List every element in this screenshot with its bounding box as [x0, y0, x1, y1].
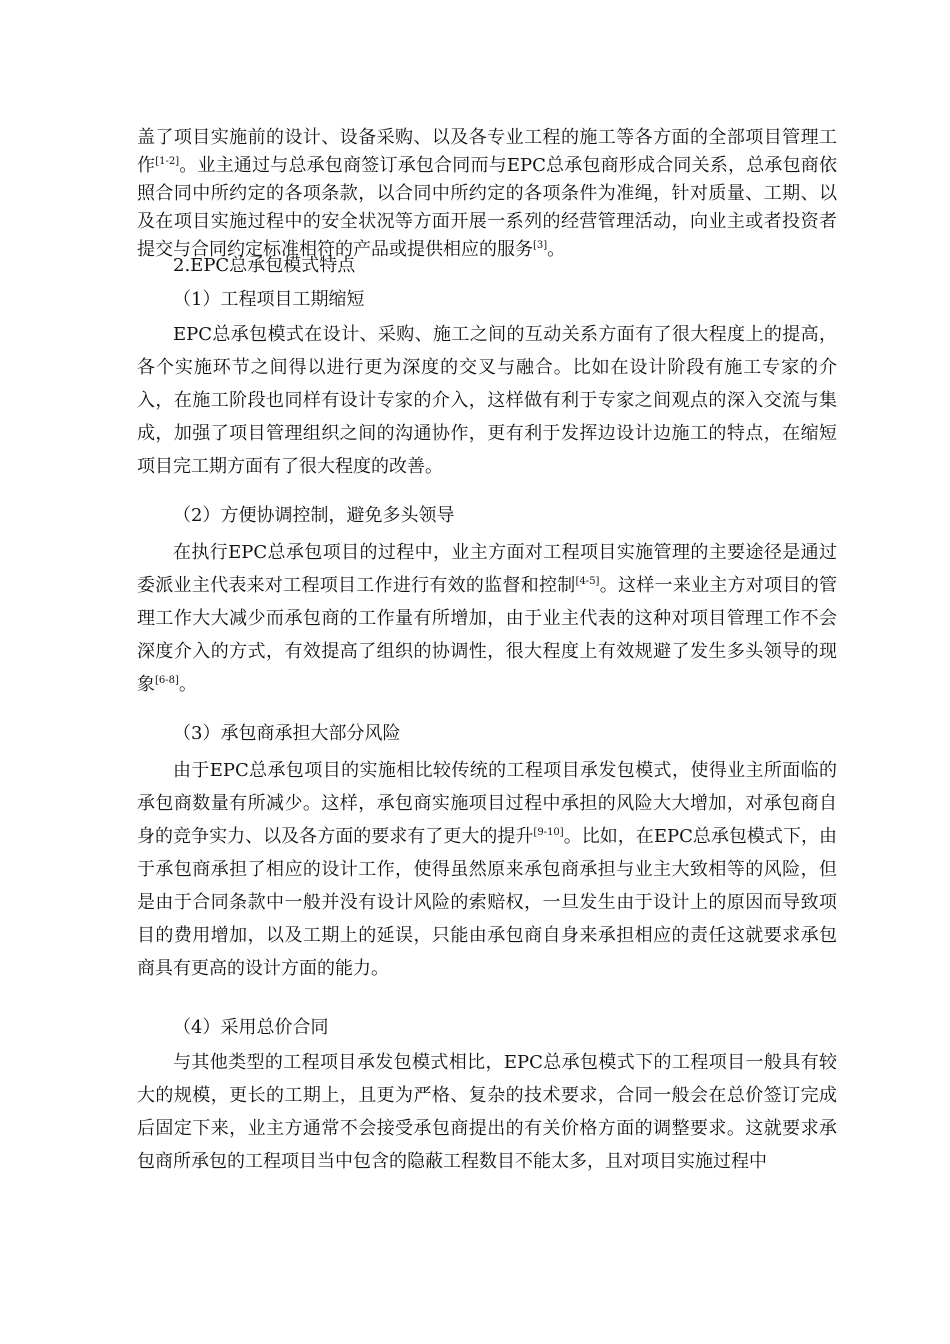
subsection-heading-2: （2）方便协调控制，避免多头领导 — [173, 505, 455, 526]
subsection-heading-4: （4）采用总价合同 — [173, 1017, 329, 1038]
citation-ref: [4-5] — [575, 576, 600, 587]
paragraph-4: 与其他类型的工程项目承发包模式相比，EPC总承包模式下的工程项目一般具有较大的规模，更长的工期上，且更为严格、复杂的技术要求，合同一般会在总价签订完成后固定下来，业主方通常不会接受承包商提出的有关价格方面的调整要求。这就要求承包商所承包的工程项目当中包含的隐蔽工程数目不能太多，且对项目实施过程中 — [137, 1052, 837, 1172]
subsection-heading-3: （3）承包商承担大部分风险 — [173, 723, 401, 744]
paragraph-1: EPC总承包模式在设计、采购、施工之间的互动关系方面有了很大程度上的提高，各个实施环节之间得以进行更为深度的交叉与融合。比如在设计阶段有施工专家的介入，在施工阶段也同样有设计专家的介入，这样做有利于专家之间观点的深入交流与集成，加强了项目管理组织之间的沟通协作，更有利于发挥边设计边施工的特点，在缩短项目完工期方面有了很大程度的改善。 — [137, 324, 837, 477]
citation-ref: [3] — [533, 240, 548, 251]
paragraph-3: 由于EPC总承包项目的实施相比较传统的工程项目承发包模式，使得业主所面临的承包商数量有所减少。这样，承包商实施项目过程中承担的风险大大增加，对承包商自身的竞争实力、以及各方面的要求有了更大的提升[9-10]。比如，在EPC总承包模式下，由于承包商承担了相应的设计工作，使得虽然原来承包商承担与业主大致相等的风险，但是由于合同条款中一般并没有设计风险的索赔权，一旦发生由于设计上的原因而导致项目的费用增加，以及工期上的延误，只能由承包商自身来承担相应的责任这就要求承包商具有更高的设计方面的能力。 — [137, 760, 837, 979]
section-heading: 2.EPC总承包模式特点 — [173, 255, 356, 276]
citation-ref: [1-2] — [155, 156, 180, 167]
paragraph-2: 在执行EPC总承包项目的过程中，业主方面对工程项目实施管理的主要途径是通过委派业主代表来对工程项目工作进行有效的监督和控制[4-5]。这样一来业主方对项目的管理工作大大减少而承包商的工作量有所增加，由于业主代表的这种对项目管理工作不会深度介入的方式，有效提高了组织的协调性，很大程度上有效规避了发生多头领导的现象[6-8]。 — [137, 542, 837, 695]
paragraph-intro: 盖了项目实施前的设计、设备采购、以及各专业工程的施工等各方面的全部项目管理工作[1-2]。业主通过与总承包商签订承包合同而与EPC总承包商形成合同关系，总承包商依照合同中所约定的各项条款，以合同中所约定的各项条件为准绳，针对质量、工期、以及在项目实施过程中的安全状况等方面开展一系列的经营管理活动，向业主或者投资者提交与合同约定标准相符的产品或提供相应的服务[3]。 — [137, 127, 837, 260]
subsection-heading-1: （1）工程项目工期缩短 — [173, 289, 365, 310]
citation-ref: [6-8] — [155, 675, 179, 686]
citation-ref: [9-10] — [533, 827, 564, 838]
